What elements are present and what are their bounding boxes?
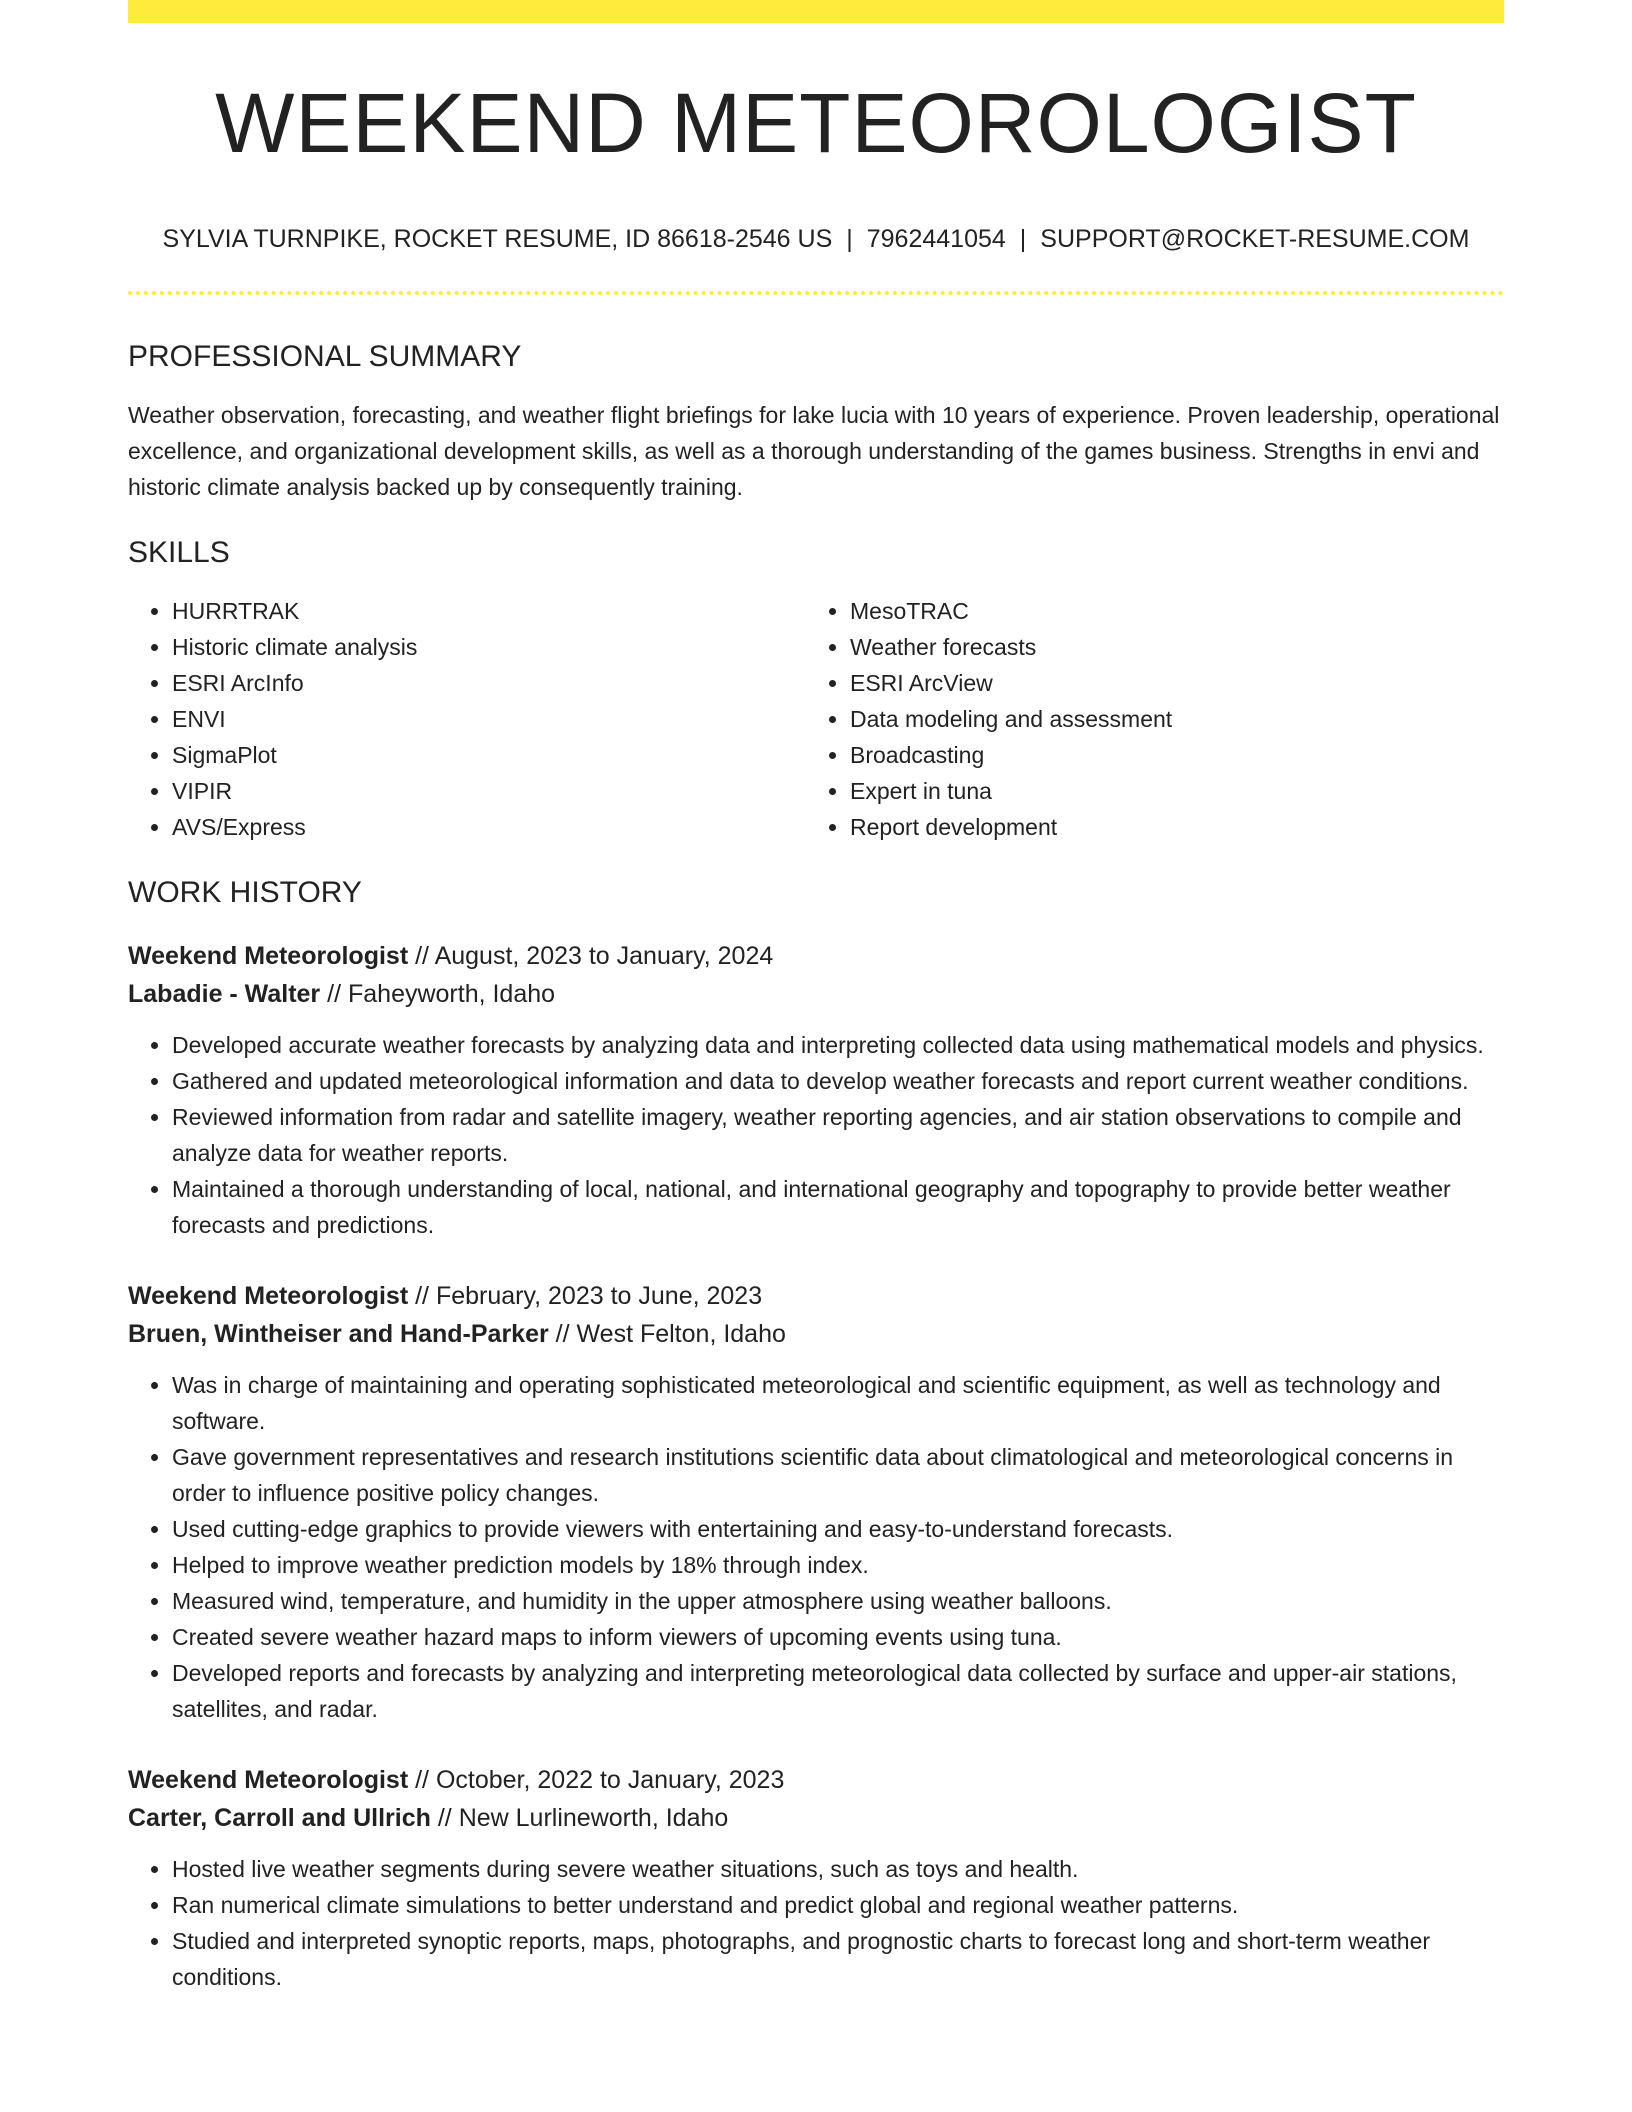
contact-separator: |: [846, 225, 853, 253]
skill-item: • HURRTRAK: [172, 593, 806, 629]
job-bullet: • Was in charge of maintaining and operating sophisticated meteorological and scientific equipment, as well as technology and software.: [172, 1367, 1504, 1439]
job-separator: //: [555, 1320, 570, 1348]
contact-phone: 7962441054: [866, 225, 1006, 253]
job-dates: October, 2022 to January, 2023: [435, 1766, 785, 1794]
job-bullet: • Ran numerical climate simulations to better understand and predict global and regional weather patterns.: [172, 1887, 1504, 1923]
job-location: New Lurlineworth, Idaho: [458, 1804, 729, 1832]
job-bullet: • Helped to improve weather prediction models by 18% through index.: [172, 1547, 1504, 1583]
skill-item: • Data modeling and assessment: [850, 701, 1484, 737]
contact-address: SYLVIA TURNPIKE, ROCKET RESUME, ID 86618-2546 US: [162, 225, 833, 253]
contact-line: [128, 224, 1504, 254]
job-bullet: • Gathered and updated meteorological information and data to develop weather forecasts and report current weather conditions.: [172, 1063, 1504, 1099]
job-bullet: • Developed accurate weather forecasts by analyzing data and interpreting collected data using mathematical models and physics.: [172, 1027, 1504, 1063]
skills-grid: [128, 593, 1504, 845]
work-history-heading: WORK HISTORY: [128, 876, 362, 909]
job-bullets: [128, 1367, 1504, 1727]
contact-separator: |: [1019, 225, 1027, 253]
job-company-line: [128, 1799, 1504, 1837]
summary-heading: PROFESSIONAL SUMMARY: [128, 340, 522, 373]
job-separator: //: [415, 942, 429, 970]
resume-title: WEEKEND METEOROLOGIST: [215, 76, 1417, 170]
skill-item: • ESRI ArcView: [850, 665, 1484, 701]
job-bullet: • Reviewed information from radar and satellite imagery, weather reporting agencies, and air station observations to compile and analyze data for weather reports.: [172, 1099, 1504, 1171]
job-title-line: [128, 937, 1504, 975]
job-separator: //: [327, 980, 342, 1008]
job-bullet: • Hosted live weather segments during severe weather situations, such as toys and health.: [172, 1851, 1504, 1887]
skill-item: • AVS/Express: [172, 809, 806, 845]
job-title: Weekend Meteorologist: [128, 1766, 409, 1794]
skill-item: • Report development: [850, 809, 1484, 845]
job-bullet: • Developed reports and forecasts by analyzing and interpreting meteorological data collected by surface and upper-air stations, satellites, and radar.: [172, 1655, 1504, 1727]
job-bullet: • Maintained a thorough understanding of local, national, and international geography and topography to provide better weather forecasts and predictions.: [172, 1171, 1504, 1243]
skill-item: • SigmaPlot: [172, 737, 806, 773]
job-dates: February, 2023 to June, 2023: [435, 1282, 763, 1310]
skill-item: • ESRI ArcInfo: [172, 665, 806, 701]
dotted-divider: [128, 291, 1504, 295]
job-title: Weekend Meteorologist: [128, 1282, 409, 1310]
job-bullet: • Gave government representatives and research institutions scientific data about climatological and meteorological concerns in order to influence positive policy changes.: [172, 1439, 1504, 1511]
job-entry: [128, 1761, 1504, 1995]
job-dates: August, 2023 to January, 2024: [434, 942, 774, 970]
job-company: Labadie - Walter: [128, 980, 321, 1008]
skill-item: • VIPIR: [172, 773, 806, 809]
job-separator: //: [437, 1804, 452, 1832]
skills-column-right: [806, 593, 1484, 845]
skill-item: • Weather forecasts: [850, 629, 1484, 665]
summary-text: Weather observation, forecasting, and weather flight briefings for lake lucia with 10 years of experience. Proven leadership, operational excellence, and organizational development skills, as well as a thorough understanding of the games business. Strengths in envi and historic climate analysis backed up by consequently training.: [128, 402, 1500, 500]
skill-item: • Historic climate analysis: [172, 629, 806, 665]
job-company-line: [128, 975, 1504, 1013]
resume-page: [128, 0, 1504, 1995]
job-bullet: • Created severe weather hazard maps to inform viewers of upcoming events using tuna.: [172, 1619, 1504, 1655]
skill-item: • ENVI: [172, 701, 806, 737]
skill-item: • Expert in tuna: [850, 773, 1484, 809]
job-company: Bruen, Wintheiser and Hand-Parker: [128, 1320, 549, 1348]
skills-heading: SKILLS: [128, 536, 230, 569]
job-bullet: • Studied and interpreted synoptic reports, maps, photographs, and prognostic charts to forecast long and short-term weather conditions.: [172, 1923, 1504, 1995]
job-title-line: [128, 1761, 1504, 1799]
top-accent-bar: [128, 0, 1504, 23]
job-entry: [128, 937, 1504, 1243]
job-bullets: [128, 1851, 1504, 1995]
job-bullet: • Used cutting-edge graphics to provide viewers with entertaining and easy-to-understand forecasts.: [172, 1511, 1504, 1547]
job-company: Carter, Carroll and Ullrich: [128, 1804, 431, 1832]
job-bullets: [128, 1027, 1504, 1243]
job-entry: [128, 1277, 1504, 1727]
skill-item: • MesoTRAC: [850, 593, 1484, 629]
job-company-line: [128, 1315, 1504, 1353]
skills-column-left: [128, 593, 806, 845]
contact-email: SUPPORT@ROCKET-RESUME.COM: [1040, 225, 1470, 253]
skill-item: • Broadcasting: [850, 737, 1484, 773]
job-location: Faheyworth, Idaho: [347, 980, 556, 1008]
job-separator: //: [415, 1282, 429, 1310]
job-bullet: • Measured wind, temperature, and humidity in the upper atmosphere using weather balloons.: [172, 1583, 1504, 1619]
job-title-line: [128, 1277, 1504, 1315]
job-location: West Felton, Idaho: [576, 1320, 786, 1348]
job-title: Weekend Meteorologist: [128, 942, 409, 970]
job-separator: //: [415, 1766, 429, 1794]
